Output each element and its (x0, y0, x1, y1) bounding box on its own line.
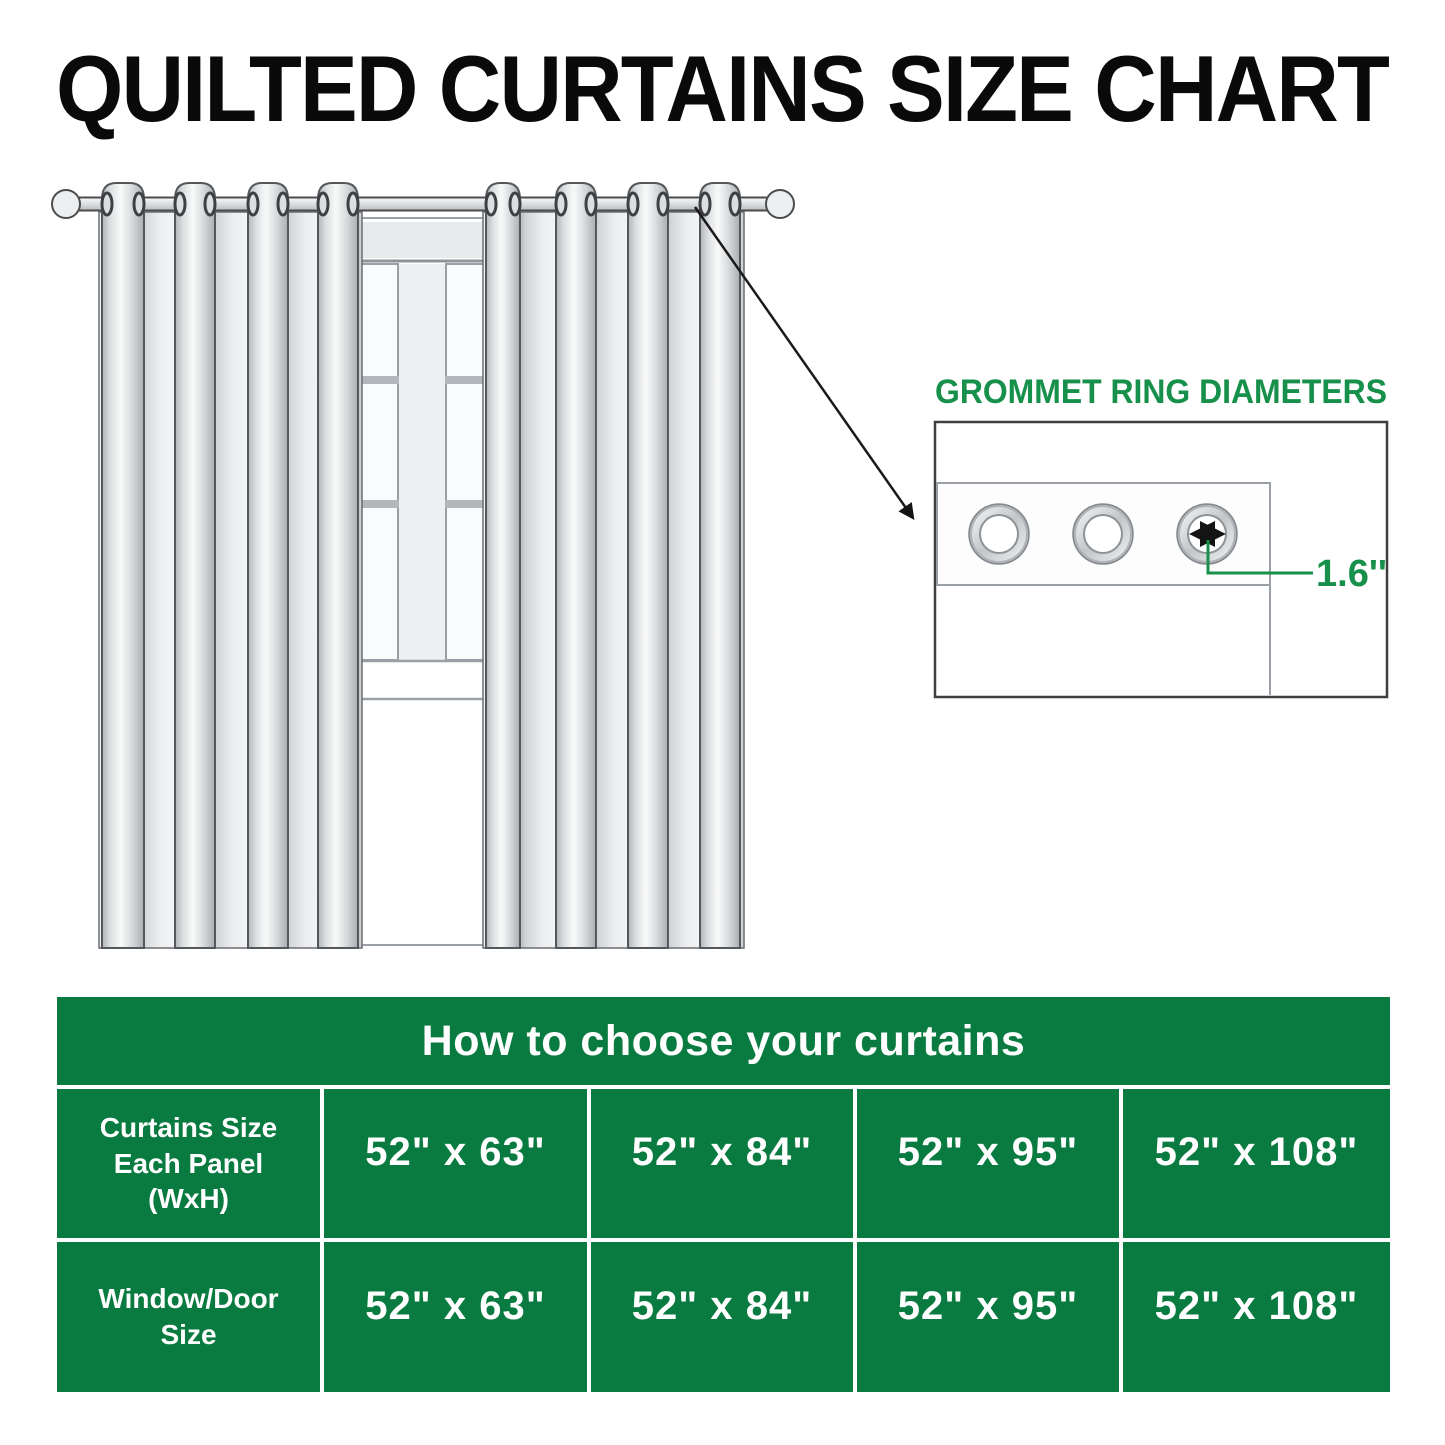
row-label-line: Each Panel (113, 1147, 264, 1179)
window-size-value: 52" x 95" (857, 1242, 1119, 1392)
window-illustration (352, 218, 492, 945)
curtain-size-value: 52" x 108" (1123, 1089, 1390, 1238)
window-size-value: 52" x 84" (591, 1242, 853, 1392)
grommet-diagram-heading: GROMMET RING DIAMETERS (935, 373, 1387, 411)
window-size-value: 52" x 108" (1123, 1242, 1390, 1392)
curtain-panel-right (483, 183, 744, 948)
curtain-size-value: 52" x 84" (591, 1089, 853, 1238)
row-label-line: Size (160, 1319, 217, 1350)
rod-finial-left (52, 190, 80, 218)
table-header: How to choose your curtains (57, 997, 1390, 1085)
window-size-value: 52" x 63" (324, 1242, 587, 1392)
row-label-line: Curtains Size (99, 1111, 278, 1143)
row-label-window-door-size (57, 1242, 320, 1392)
row-label-line: Window/Door (98, 1283, 279, 1315)
window-transom (356, 222, 488, 258)
row-label-curtains-size (57, 1089, 320, 1238)
window-pane-right (446, 264, 486, 660)
window-center-mullion (398, 264, 446, 660)
grommet-diagram (935, 373, 1387, 697)
curtain-size-value: 52" x 95" (857, 1089, 1119, 1238)
diagram-grommet-2 (1073, 504, 1133, 564)
rod-finial-right (766, 190, 794, 218)
page-title: QUILTED CURTAINS SIZE CHART (56, 36, 1390, 141)
size-table (57, 997, 1390, 1392)
curtain-size-value: 52" x 63" (324, 1089, 587, 1238)
measurement-value: 1.6'' (1316, 553, 1387, 595)
curtain-panel-left (99, 183, 362, 948)
row-label-line: (WxH) (148, 1183, 229, 1215)
diagram-grommet-1 (969, 504, 1029, 564)
window-pane-left (358, 264, 398, 660)
